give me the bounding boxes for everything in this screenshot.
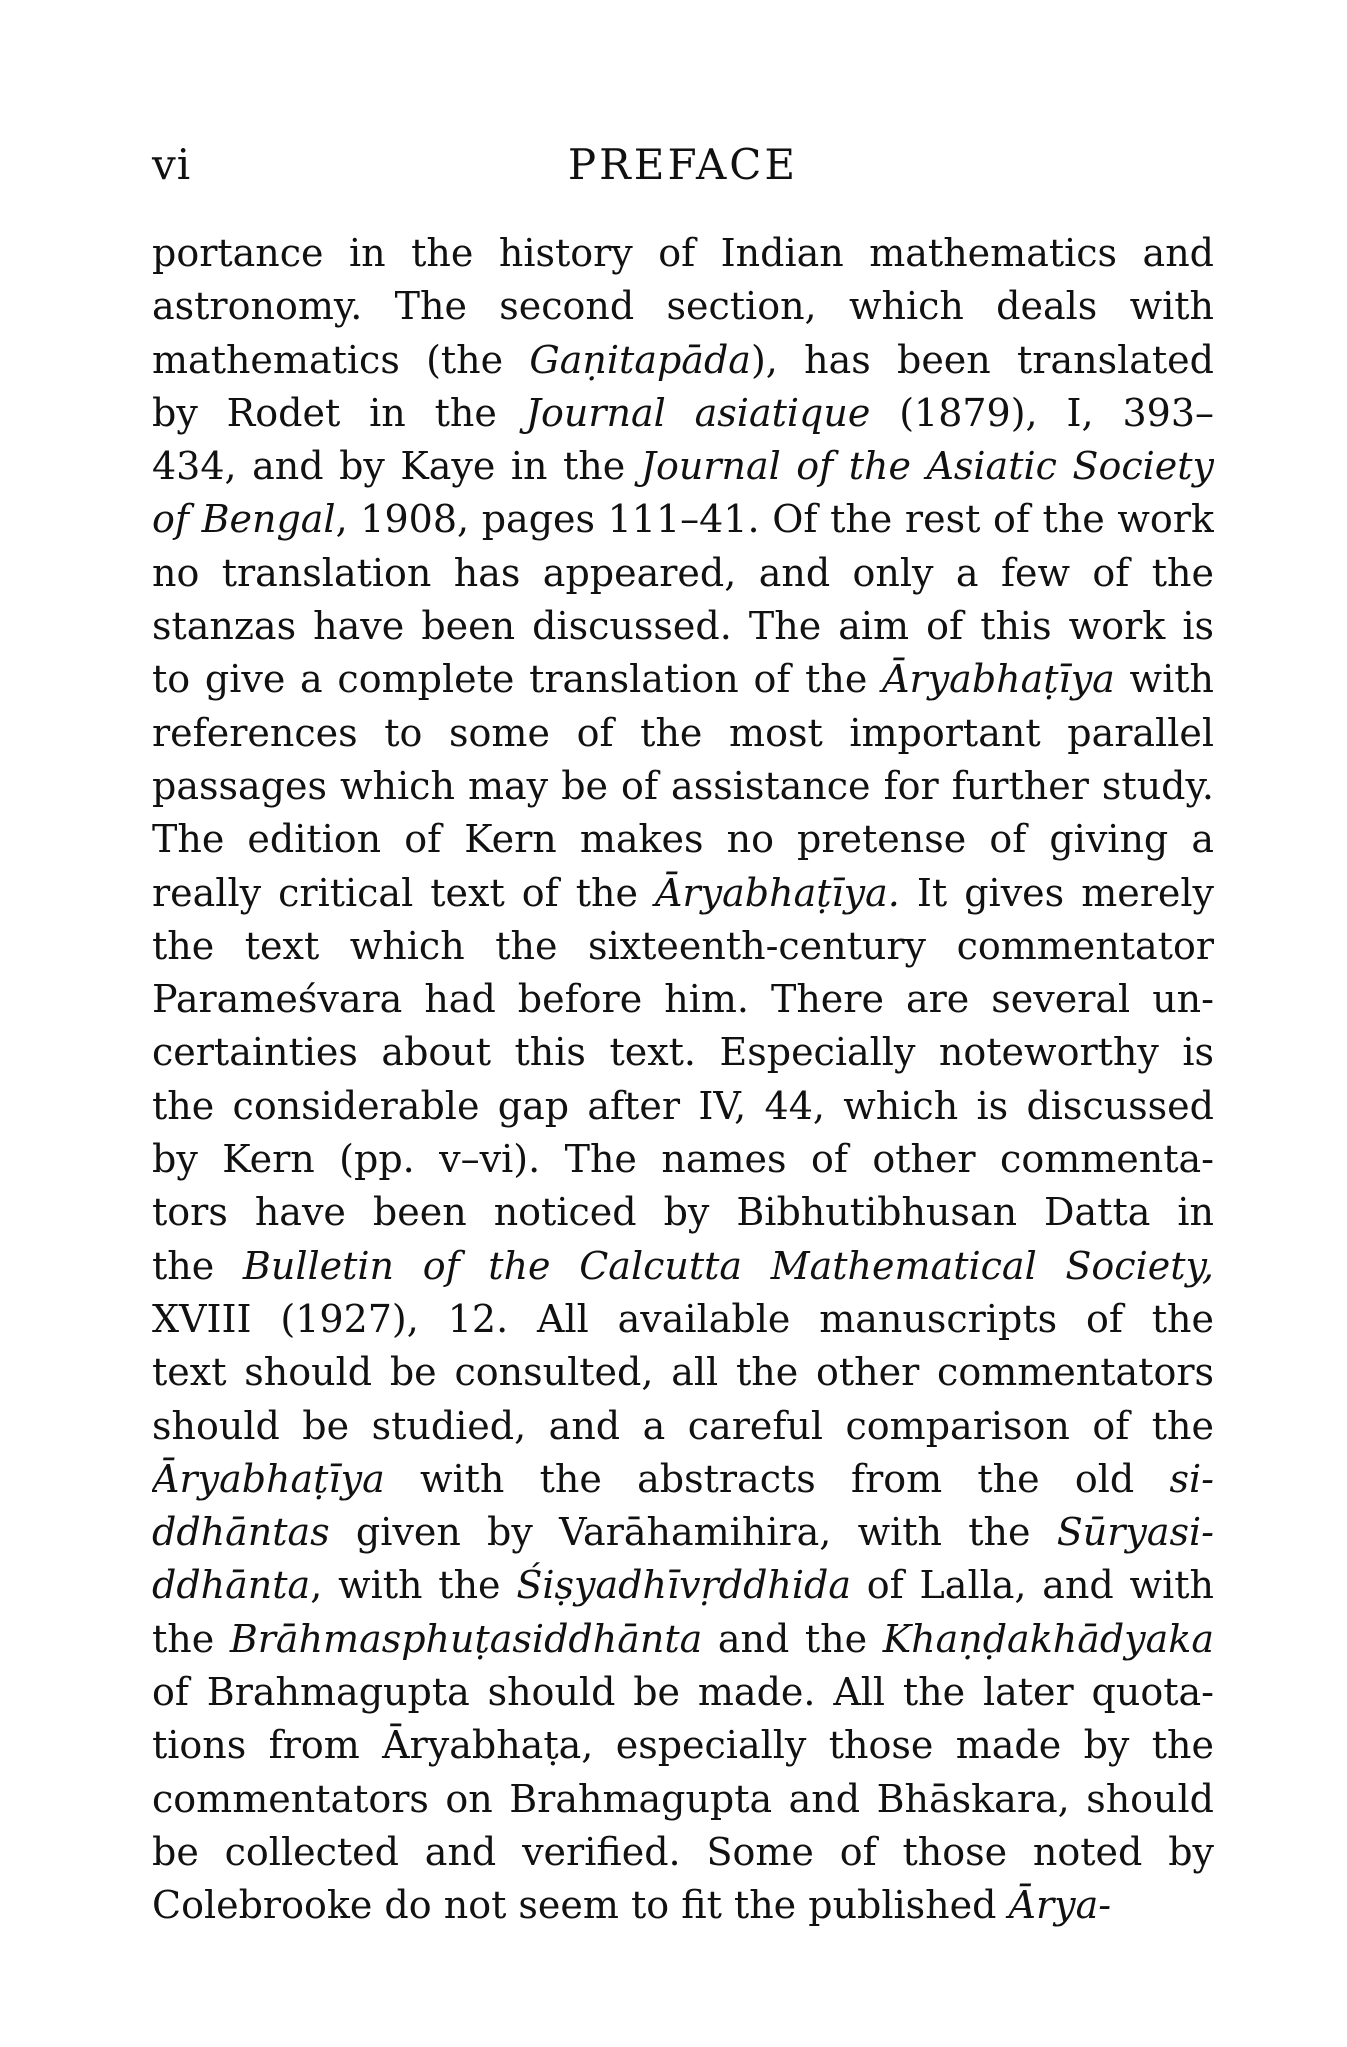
- text-line: [152, 1719, 1214, 1772]
- text-segment: Colebrooke do not seem to fit the published: [152, 1883, 1009, 1928]
- text-line: [152, 1400, 1214, 1453]
- text-segment: stanzas have been discussed. The aim of this work is: [152, 604, 1214, 649]
- text-segment: mathematics (the: [152, 337, 530, 382]
- text-segment: , 1908, pages 111–41. Of the rest of the work: [335, 497, 1214, 542]
- text-segment: references to some of the most important parallel: [152, 710, 1214, 755]
- text-line: [152, 227, 1214, 280]
- text-segment: given by Varāhamihira, with the: [329, 1510, 1057, 1555]
- text-segment: tors have been noticed by Bibhutibhusan Datta in: [152, 1190, 1214, 1235]
- text-line: [152, 653, 1214, 706]
- text-line: [152, 1240, 1214, 1293]
- text-line: [152, 1186, 1214, 1239]
- text-segment: , with the: [310, 1563, 517, 1608]
- text-segment: really critical text of the: [152, 870, 656, 915]
- text-line: [152, 1559, 1214, 1612]
- text-line: [152, 1666, 1214, 1719]
- italic-text-segment: Khaṇḍakhādyaka: [882, 1616, 1214, 1661]
- text-segment: XVIII (1927), 12. All available manuscripts of the: [152, 1296, 1214, 1341]
- text-segment: certainties about this text. Especially noteworthy is: [152, 1030, 1214, 1075]
- text-segment: by Kern (pp. v–vi). The names of other commenta-: [152, 1137, 1214, 1182]
- text-line: [152, 334, 1214, 387]
- text-segment: with the abstracts from the old: [384, 1456, 1170, 1501]
- text-line: [152, 867, 1214, 920]
- page-header: [152, 135, 1214, 195]
- text-segment: of Brahmagupta should be made. All the later quota-: [152, 1670, 1214, 1715]
- text-segment: portance in the history of Indian mathematics and: [152, 231, 1214, 275]
- text-line: [152, 973, 1214, 1026]
- text-line: [152, 387, 1214, 440]
- italic-text-segment: Ārya-: [1008, 1883, 1112, 1928]
- italic-text-segment: Gaṇitapāda: [529, 337, 751, 382]
- text-line: [152, 1080, 1214, 1133]
- text-line: [152, 1506, 1214, 1559]
- italic-text-segment: Āryabhaṭīya: [152, 1456, 385, 1501]
- text-segment: passages which may be of assistance for further study.: [152, 763, 1214, 808]
- text-segment: be collected and verified. Some of those noted by: [152, 1829, 1214, 1874]
- text-line: [152, 707, 1214, 760]
- italic-text-segment: Journal of the Asiatic Society: [640, 444, 1214, 489]
- text-segment: the text which the sixteenth-century commentator: [152, 923, 1214, 968]
- text-line: [152, 1453, 1214, 1506]
- italic-text-segment: Sūryasi-: [1056, 1510, 1214, 1555]
- text-segment: and the: [702, 1616, 883, 1661]
- text-segment: to give a complete translation of the: [152, 657, 883, 702]
- text-line: [152, 440, 1214, 493]
- text-line: [152, 813, 1214, 866]
- text-line: [152, 1346, 1214, 1399]
- preface-body-text: [152, 227, 1214, 1933]
- text-segment: ), has been translated: [750, 337, 1214, 382]
- text-segment: 434, and by Kaye in the: [152, 444, 641, 489]
- text-segment: no translation has appeared, and only a few of the: [152, 550, 1214, 595]
- text-segment: Parameśvara had before him. There are several un-: [152, 977, 1214, 1022]
- text-segment: commentators on Brahmagupta and Bhāskara, should: [152, 1776, 1214, 1821]
- text-line: [152, 1026, 1214, 1079]
- text-segment: the: [152, 1243, 243, 1288]
- italic-text-segment: of Bengal: [152, 497, 336, 542]
- text-segment: of Lalla, and with: [851, 1563, 1214, 1608]
- text-line: [152, 1773, 1214, 1826]
- text-segment: It gives merely: [899, 870, 1214, 915]
- text-segment: by Rodet in the: [152, 390, 526, 435]
- text-segment: The edition of Kern makes no pretense of giving a: [152, 817, 1214, 862]
- italic-text-segment: si-: [1169, 1456, 1214, 1501]
- running-head: PREFACE: [567, 140, 799, 189]
- text-segment: the considerable gap after IV, 44, which is discussed: [152, 1083, 1214, 1128]
- text-segment: should be studied, and a careful comparison of the: [152, 1403, 1214, 1448]
- italic-text-segment: Śiṣyadhīvṛddhida: [516, 1563, 851, 1608]
- text-line: [152, 760, 1214, 813]
- text-line: [152, 920, 1214, 973]
- text-segment: (1879), I, 393–: [870, 390, 1214, 435]
- page-number: vi: [152, 140, 192, 189]
- italic-text-segment: Āryabhaṭīya.: [655, 870, 900, 915]
- text-segment: the: [152, 1616, 230, 1661]
- text-line: [152, 1293, 1214, 1346]
- text-line: [152, 1133, 1214, 1186]
- text-segment: with: [1114, 657, 1214, 702]
- text-segment: astronomy. The second section, which deals with: [152, 284, 1214, 329]
- text-segment: tions from Āryabhaṭa, especially those made by the: [152, 1723, 1214, 1768]
- text-line: [152, 493, 1214, 546]
- text-segment: text should be consulted, all the other commentators: [152, 1350, 1214, 1395]
- italic-text-segment: Brāhmasphuṭasiddhānta: [229, 1616, 703, 1661]
- italic-text-segment: ddhānta: [152, 1563, 311, 1608]
- italic-text-segment: Āryabhaṭīya: [882, 657, 1115, 702]
- text-line: [152, 1879, 1214, 1932]
- text-line: [152, 1826, 1214, 1879]
- text-line: [152, 600, 1214, 653]
- text-line: [152, 1613, 1214, 1666]
- italic-text-segment: Bulletin of the Calcutta Mathematical Society,: [242, 1243, 1214, 1288]
- text-line: [152, 547, 1214, 600]
- italic-text-segment: Journal asiatique: [525, 390, 871, 435]
- italic-text-segment: ddhāntas: [152, 1510, 330, 1555]
- text-line: [152, 280, 1214, 333]
